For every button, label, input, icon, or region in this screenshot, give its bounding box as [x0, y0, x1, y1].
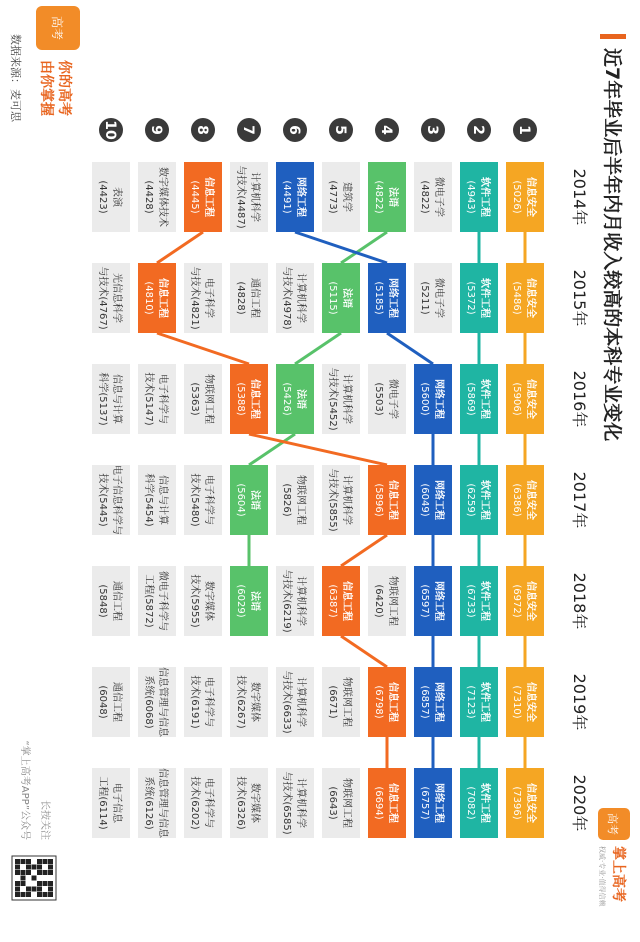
year-header: 2020年 [570, 774, 589, 832]
qr-module [43, 859, 48, 864]
major-name: 软件工程 [479, 682, 490, 722]
major-name: 网络工程 [295, 177, 306, 217]
qr-module [21, 892, 26, 897]
major-salary: (6857) [419, 685, 430, 719]
major-name: 网络工程 [433, 480, 444, 520]
major-name: 通信工程 [249, 278, 260, 318]
major-name: 信息工程 [157, 278, 168, 318]
year-header: 2016年 [570, 370, 589, 428]
qr-module [37, 892, 42, 897]
rank-number: 6 [286, 125, 302, 135]
major-salary: (7310) [511, 685, 522, 719]
qr-module [15, 881, 20, 886]
major-salary: (5869) [465, 382, 476, 416]
major-name: 物联网工程 [341, 778, 352, 828]
rank-number: 10 [102, 120, 118, 140]
follow-footer [12, 741, 56, 900]
major-salary: (6259) [465, 483, 476, 517]
trend-line [157, 232, 203, 263]
major-salary: (5388) [235, 382, 246, 416]
major-salary: (4828) [235, 281, 246, 315]
major-salary: 技术(6191) [189, 675, 200, 729]
trend-line [341, 232, 387, 263]
major-name: 法语 [295, 389, 306, 409]
major-name: 通信工程 [111, 581, 122, 621]
brand-sub: 权威·专业·值得信赖 [598, 846, 606, 907]
trend-line [157, 333, 249, 364]
major-salary: (5486) [511, 281, 522, 315]
major-salary: (6972) [511, 584, 522, 618]
major-name: 网络工程 [433, 581, 444, 621]
major-name: 法语 [249, 490, 260, 510]
major-salary: 技术(5480) [189, 473, 200, 527]
chart-title: 近7年毕业后半年内月收入较高的本科专业变化 [601, 48, 623, 442]
major-salary: (7123) [465, 685, 476, 719]
qr-module [21, 859, 26, 864]
major-salary: (7396) [511, 786, 522, 820]
qr-module [37, 881, 42, 886]
major-salary: 系统(6126) [143, 776, 154, 830]
major-name: 电子科学与 [203, 475, 214, 525]
major-salary: 与技术(4767) [97, 266, 108, 330]
major-name: 法语 [341, 288, 352, 308]
major-name: 电子信息 [111, 783, 122, 823]
major-salary: (6420) [373, 584, 384, 618]
qr-module [21, 876, 26, 881]
rank-number: 8 [194, 125, 210, 135]
major-salary: (5826) [281, 483, 292, 517]
qr-module [48, 892, 53, 897]
major-salary: (4423) [97, 180, 108, 214]
major-name: 信息安全 [525, 177, 536, 217]
sidebar-logo-char: 高考 [50, 15, 64, 41]
qr-module [15, 892, 20, 897]
rank-number: 5 [332, 125, 348, 135]
major-salary: (4822) [373, 180, 384, 214]
major-name: 物联网工程 [295, 475, 306, 525]
rank-badges [99, 118, 537, 142]
year-headers [570, 169, 589, 832]
year-header: 2018年 [570, 572, 589, 630]
qr-module [26, 870, 31, 875]
major-name: 法语 [249, 591, 260, 611]
major-salary: (5906) [511, 382, 522, 416]
qr-module [37, 859, 42, 864]
major-salary: (6029) [235, 584, 246, 618]
major-salary: (4773) [327, 180, 338, 214]
major-salary: (6671) [327, 685, 338, 719]
major-name: 软件工程 [479, 278, 490, 318]
major-salary: 科学(5137) [97, 372, 108, 426]
major-salary: (4943) [465, 180, 476, 214]
major-salary: (5185) [373, 281, 384, 315]
major-name: 电子科学与 [203, 677, 214, 727]
major-name: 信息工程 [249, 379, 260, 419]
brand-logo [598, 808, 630, 907]
major-name: 表演 [111, 187, 122, 207]
major-name: 物联网工程 [341, 677, 352, 727]
major-salary: 与技术(6633) [281, 670, 292, 734]
major-name: 网络工程 [433, 783, 444, 823]
qr-module [26, 892, 31, 897]
rank-number: 7 [240, 125, 256, 135]
qr-module [48, 859, 53, 864]
qr-code-icon[interactable] [12, 856, 56, 900]
major-name: 数字媒体 [249, 682, 260, 722]
major-name: 软件工程 [479, 379, 490, 419]
major-cells [92, 162, 544, 839]
follow-label: 长按关注 [39, 800, 50, 840]
major-name: 微电子学 [433, 278, 444, 318]
major-name: 网络工程 [387, 278, 398, 318]
major-name: 信息工程 [387, 480, 398, 520]
major-name: 电子科学与 [157, 374, 168, 424]
trend-line [295, 232, 387, 263]
follow-account: “掌上高考APP”公众号 [19, 740, 30, 840]
qr-module [26, 859, 31, 864]
qr-module [26, 865, 31, 870]
major-salary: 科学(5454) [143, 473, 154, 527]
major-salary: 技术(5955) [189, 574, 200, 628]
major-salary: (5026) [511, 180, 522, 214]
data-source: 数据来源：麦可思 [9, 34, 22, 122]
qr-module [43, 870, 48, 875]
major-name: 信息安全 [525, 278, 536, 318]
sidebar [9, 6, 80, 123]
major-salary: 与技术(5855) [327, 468, 338, 532]
major-salary: (4428) [143, 180, 154, 214]
trend-line [341, 535, 387, 566]
major-name: 光信息科学 [111, 273, 122, 323]
major-salary: 与技术(4821) [189, 266, 200, 330]
major-name: 软件工程 [479, 783, 490, 823]
qr-module [43, 881, 48, 886]
qr-module [48, 887, 53, 892]
rank-number: 4 [378, 125, 394, 135]
major-salary: (4491) [281, 180, 292, 214]
major-salary: 与技术(4978) [281, 266, 292, 330]
brand-name: 掌上高考 [610, 846, 626, 902]
major-salary: (5604) [235, 483, 246, 517]
trend-line [341, 636, 387, 667]
qr-module [37, 865, 42, 870]
major-name: 计算机科学 [341, 374, 352, 424]
qr-module [32, 865, 37, 870]
major-name: 法语 [387, 187, 398, 207]
major-name: 电子科学与 [203, 778, 214, 828]
major-salary: 与技术(6585) [281, 771, 292, 835]
major-name: 软件工程 [479, 581, 490, 621]
major-salary: 技术(5147) [143, 372, 154, 426]
year-header: 2019年 [570, 673, 589, 731]
major-name: 信息工程 [387, 783, 398, 823]
major-salary: (5372) [465, 281, 476, 315]
major-salary: (4445) [189, 180, 200, 214]
trend-line [387, 333, 433, 364]
major-name: 信息安全 [525, 783, 536, 823]
major-salary: 技术(6267) [235, 675, 246, 729]
major-name: 计算机科学 [295, 677, 306, 727]
major-name: 物联网工程 [387, 576, 398, 626]
major-salary: (6387) [327, 584, 338, 618]
major-salary: 与技术(5452) [327, 367, 338, 431]
major-salary: (4822) [419, 180, 430, 214]
major-name: 信息工程 [341, 581, 352, 621]
major-name: 网络工程 [433, 682, 444, 722]
qr-module [48, 865, 53, 870]
trend-line [295, 333, 341, 364]
major-salary: (5848) [97, 584, 108, 618]
qr-module [48, 870, 53, 875]
major-salary: (5896) [373, 483, 384, 517]
qr-module [43, 892, 48, 897]
rank-number: 3 [424, 125, 440, 135]
year-header: 2017年 [570, 471, 589, 529]
major-name: 数字媒体技术 [157, 167, 168, 227]
major-salary: (6643) [327, 786, 338, 820]
qr-module [15, 865, 20, 870]
major-name: 计算机科学 [341, 475, 352, 525]
major-name: 信息安全 [525, 480, 536, 520]
major-salary: 工程(5872) [143, 574, 154, 628]
qr-module [15, 859, 20, 864]
brand-logo-char: 高考 [606, 813, 619, 835]
major-name: 微电子学 [387, 379, 398, 419]
major-name: 计算机科学 [295, 273, 306, 323]
major-salary: 系统(6068) [143, 675, 154, 729]
major-salary: (5503) [373, 382, 384, 416]
major-name: 信息管理与信息 [157, 667, 168, 737]
major-name: 电子信息科学与 [111, 465, 122, 535]
major-name: 信息安全 [525, 682, 536, 722]
qr-module [32, 876, 37, 881]
major-name: 建筑学 [341, 182, 352, 212]
major-name: 软件工程 [479, 480, 490, 520]
major-salary: (4810) [143, 281, 154, 315]
qr-module [32, 887, 37, 892]
slogan-line-2: 由你掌握 [38, 60, 54, 116]
qr-module [15, 887, 20, 892]
major-salary: (5115) [327, 281, 338, 315]
major-salary: (5426) [281, 382, 292, 416]
major-name: 信息管理与信息 [157, 768, 168, 838]
major-name: 微电子学 [433, 177, 444, 217]
qr-module [26, 887, 31, 892]
major-name: 微电子科学与 [157, 571, 168, 631]
major-salary: (6733) [465, 584, 476, 618]
major-name: 通信工程 [111, 682, 122, 722]
major-name: 信息与计算 [157, 475, 168, 525]
year-header: 2014年 [570, 168, 589, 226]
major-salary: 技术(6326) [235, 776, 246, 830]
major-name: 信息工程 [387, 682, 398, 722]
major-salary: 技术(6202) [189, 776, 200, 830]
major-name: 计算机科学 [295, 778, 306, 828]
major-name: 软件工程 [479, 177, 490, 217]
major-name: 物联网工程 [203, 374, 214, 424]
major-salary: (6694) [373, 786, 384, 820]
major-name: 信息工程 [203, 177, 214, 217]
major-salary: (6597) [419, 584, 430, 618]
major-salary: 技术(5445) [97, 473, 108, 527]
major-name: 计算机科学 [295, 576, 306, 626]
major-name: 数字媒体 [249, 783, 260, 823]
major-salary: 与技术(6219) [281, 569, 292, 633]
major-salary: (6048) [97, 685, 108, 719]
title-accent-bar [600, 34, 626, 39]
major-name: 信息与计算 [111, 374, 122, 424]
major-name: 电子科学 [203, 278, 214, 318]
qr-module [48, 881, 53, 886]
rank-number: 1 [516, 125, 532, 135]
year-header: 2015年 [570, 269, 589, 327]
qr-module [21, 881, 26, 886]
major-name: 信息安全 [525, 379, 536, 419]
major-name: 网络工程 [433, 379, 444, 419]
major-salary: (6049) [419, 483, 430, 517]
major-salary: (5363) [189, 382, 200, 416]
rank-number: 9 [148, 125, 164, 135]
rank-number: 2 [470, 125, 486, 135]
qr-module [37, 870, 42, 875]
qr-module [15, 870, 20, 875]
major-salary: 工程(6114) [97, 776, 108, 830]
major-salary: (7082) [465, 786, 476, 820]
qr-module [37, 887, 42, 892]
major-salary: (6757) [419, 786, 430, 820]
major-salary: 与技术(4487) [235, 165, 246, 229]
major-salary: (6386) [511, 483, 522, 517]
qr-module [21, 870, 26, 875]
major-salary: (5600) [419, 382, 430, 416]
slogan-line-1: 你的高考 [56, 60, 72, 116]
major-name: 数字媒体 [203, 581, 214, 621]
major-salary: (6798) [373, 685, 384, 719]
major-name: 计算机科学 [249, 172, 260, 222]
major-salary: (5211) [419, 281, 430, 315]
major-name: 信息安全 [525, 581, 536, 621]
